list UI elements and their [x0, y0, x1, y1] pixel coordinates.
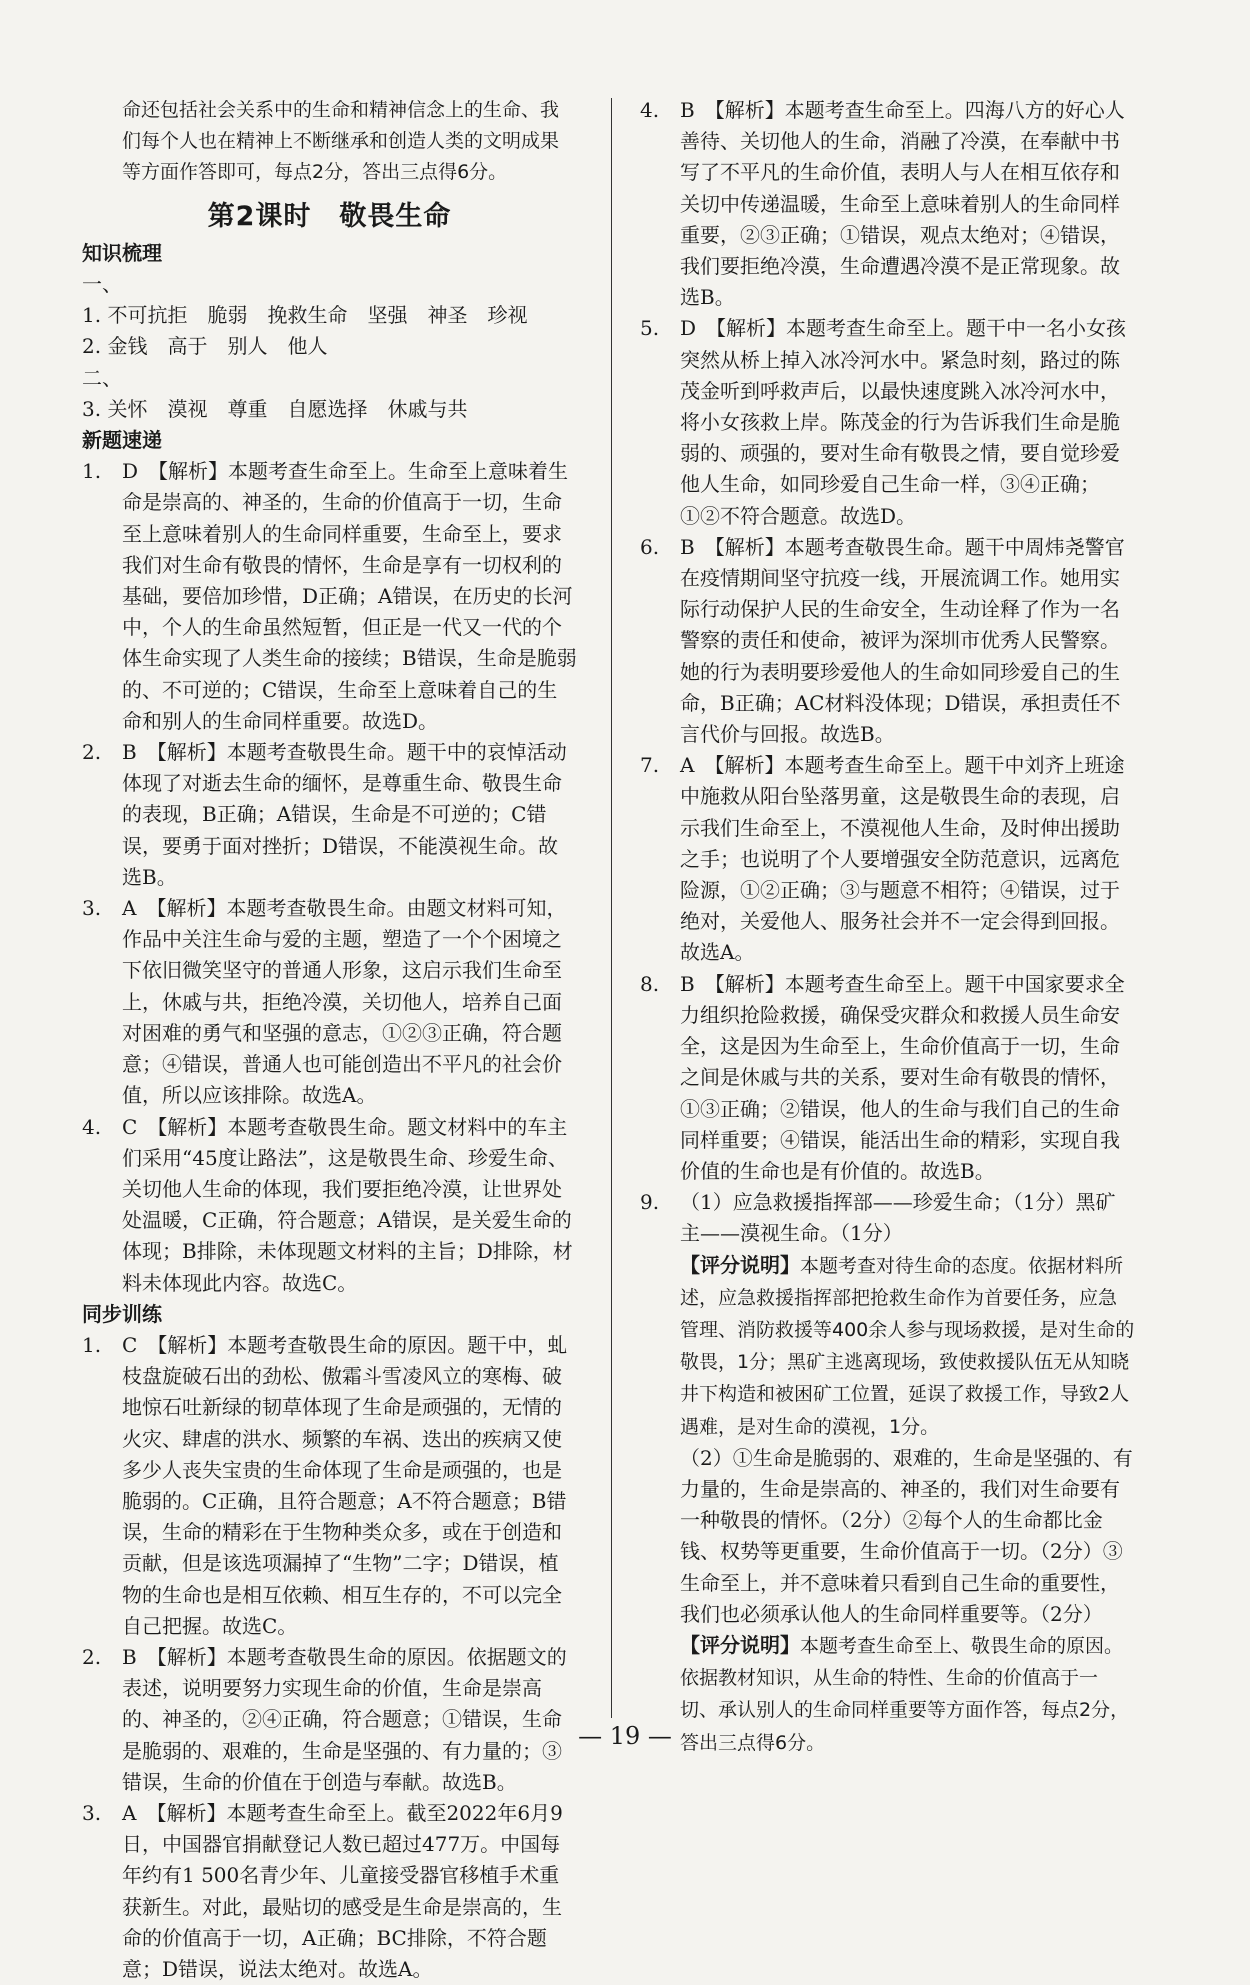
item-number: 9.	[640, 1190, 660, 1215]
knowledge-part-1: 一、	[82, 272, 122, 297]
left-column	[82, 95, 577, 1985]
section-heading-tongbu: 同步训练	[82, 1301, 162, 1326]
knowledge-line-2: 2. 金钱 高于 别人 他人	[82, 334, 328, 359]
answer-item	[640, 750, 1135, 968]
item-text: C 【解析】本题考查敬畏生命的原因。题干中，虬枝盘旋破石出的劲松、傲霜斗雪凌风立的寒梅、破地惊石吐新绿的韧草体现了生命是顽强的，无情的火灾、肆虐的洪水、频繁的车祸、迭出的疾病又使多少人丧失宝贵的生命体现了生命是顽强的，也是脆弱的。C正确，且符合题意；A不符合题意；B错误，生命的精彩在于生物种类众多，或在于创造和贡献，但是该选项漏掉了“生物”二字；D错误，植物的生命也是相互依赖、相互生存的，不可以完全自己把握。故选C。	[122, 1332, 568, 1638]
answer-item	[82, 1642, 577, 1798]
item-number: 2.	[82, 1644, 102, 1669]
item-text: （1）应急救援指挥部——珍爱生命；（1分）黑矿主——漠视生命。（1分）	[680, 1190, 1116, 1246]
item-number: 3.	[82, 896, 102, 921]
item-number: 7.	[640, 753, 660, 778]
item-text: A 【解析】本题考查敬畏生命。由题文材料可知，作品中关注生命与爱的主题，塑造了一个个困境之下依旧微笑坚守的普通人形象，这启示我们生命至上，休戚与共，拒绝冷漠，关切他人，培养自己面对困难的勇气和坚强的意志，①②③正确，符合题意；④错误，普通人也可能创造出不平凡的社会价值，所以应该排除。故选A。	[122, 896, 567, 1108]
item-text: B 【解析】本题考查敬畏生命。题干中的哀悼活动体现了对逝去生命的缅怀，是尊重生命、敬畏生命的表现，B正确；A错误，生命是不可逆的；C错误，要勇于面对挫折；D错误，不能漠视生命。故选B。	[122, 740, 567, 889]
scoring-note	[640, 1250, 1135, 1443]
scoring-note-tag: 【评分说明】	[680, 1632, 800, 1657]
column-divider	[611, 98, 612, 1718]
answer-item	[82, 893, 577, 1111]
item-text: C 【解析】本题考查敬畏生命。题文材料中的车主们采用“45度让路法”，这是敬畏生命、珍爱生命、关切他人生命的体现，我们要拒绝冷漠，让世界处处温暖，C正确，符合题意；A错误，是关爱生命的体现；B排除，未体现题文材料的主旨；D排除，材料未体现此内容。故选C。	[122, 1114, 573, 1295]
answer-item	[82, 737, 577, 893]
answer-item	[82, 1330, 577, 1642]
right-column	[640, 95, 1135, 1759]
answer-part-2-text: （2）①生命是脆弱的、艰难的，生命是坚强的、有力量的，生命是崇高的、神圣的，我们对生命要有一种敬畏的情怀。（2分）②每个人的生命都比金钱、权势等更重要，生命价值高于一切。（2分）③生命至上，并不意味着只看到自己生命的重要性，我们也必须承认他人的生命同样重要等。（2分）	[680, 1445, 1133, 1626]
item-text: B 【解析】本题考查敬畏生命。题干中周炜尧警官在疫情期间坚守抗疫一线，开展流调工作。她用实际行动保护人民的生命安全，生动诠释了作为一名警察的责任和使命，被评为深圳市优秀人民警察。她的行为表明要珍爱他人的生命如同珍爱自己的生命，B正确；AC材料没体现；D错误，承担责任不言代价与回报。故选B。	[680, 534, 1125, 747]
item-text: A 【解析】本题考查生命至上。题干中刘齐上班途中施救从阳台坠落男童，这是敬畏生命的表现，启示我们生命至上，不漠视他人生命，及时伸出援助之手；也说明了个人要增强安全防范意识，远离危险源，①②正确；③与题意不相符；④错误，过于绝对，关爱他人、服务社会并不一定会得到回报。故选A。	[680, 753, 1125, 965]
item-number: 1.	[82, 459, 102, 484]
answer-item	[640, 313, 1135, 531]
item-number: 4.	[82, 1114, 102, 1139]
answer-item	[640, 532, 1135, 750]
item-number: 2.	[82, 740, 102, 765]
answer-item-9	[640, 1187, 1135, 1249]
intro-paragraph: 命还包括社会关系中的生命和精神信念上的生命、我们每个人也在精神上不断继承和创造人类的文明成果等方面作答即可，每点2分，答出三点得6分。	[122, 99, 560, 184]
section-heading-knowledge: 知识梳理	[82, 240, 162, 265]
item-number: 4.	[640, 98, 660, 122]
item-text: B 【解析】本题考查生命至上。四海八方的好心人善待、关切他人的生命，消融了冷漠，在奉献中书写了不平凡的生命价值，表明人与人在相互依存和关切中传递温暖，生命至上意味着别人的生命同样重要，②③正确；①错误，观点太绝对；④错误，我们要拒绝冷漠，生命遭遇冷漠不是正常现象。故选B。	[680, 98, 1125, 310]
item-text: A 【解析】本题考查生命至上。截至2022年6月9日，中国器官捐献登记人数已超过477万。中国每年约有1 500名青少年、儿童接受器官移植手术重获新生。对此，最贴切的感受是生命是崇高的，生命的价值高于一切，A正确；BC排除，不符合题意；D错误，说法太绝对。故选A。	[122, 1800, 563, 1981]
knowledge-part-2: 二、	[82, 365, 122, 390]
answer-item	[82, 1798, 577, 1985]
answer-item	[82, 1112, 577, 1299]
item-number: 3.	[82, 1800, 102, 1825]
item-number: 1.	[82, 1332, 102, 1357]
page-number: — 19 —	[578, 1722, 672, 1750]
scoring-note-tag: 【评分说明】	[680, 1252, 800, 1277]
item-text: D 【解析】本题考查生命至上。题干中一名小女孩突然从桥上掉入冰冷河水中。紧急时刻，路过的陈茂金听到呼救声后，以最快速度跳入冰冷河水中，将小女孩救上岸。陈茂金的行为告诉我们生命是脆弱的、顽强的，要对生命有敬畏之情，要自觉珍爱他人生命，如同珍爱自己生命一样，③④正确；①②不符合题意。故选D。	[680, 316, 1127, 528]
item-number: 6.	[640, 534, 660, 559]
answer-item	[640, 95, 1135, 313]
answer-item	[82, 456, 577, 737]
item-text: D 【解析】本题考查生命至上。生命至上意味着生命是崇高的、神圣的，生命的价值高于一切，生命至上意味着别人的生命同样重要，生命至上，要求我们对生命有敬畏的情怀，生命是享有一切权利的基础，要倍加珍惜，D正确；A错误，在历史的长河中，个人的生命虽然短暂，但正是一代又一代的个体生命实现了人类生命的接续；B错误，生命是脆弱的、不可逆的；C错误，生命至上意味着自己的生命和别人的生命同样重要。故选D。	[122, 459, 577, 733]
knowledge-line-3: 3. 关怀 漠视 尊重 自愿选择 休戚与共	[82, 396, 468, 421]
item-text: B 【解析】本题考查敬畏生命的原因。依据题文的表述，说明要努力实现生命的价值，生命是崇高的、神圣的，②④正确，符合题意；①错误，生命是脆弱的、艰难的，生命是坚强的、有力量的；③错误，生命的价值在于创造与奉献。故选B。	[122, 1644, 567, 1794]
item-text: B 【解析】本题考查生命至上。题干中国家要求全力组织抢险救援，确保受灾群众和救援人员生命安全，这是因为生命至上，生命价值高于一切，生命之间是休戚与共的关系，要对生命有敬畏的情怀，①③正确；②错误，他人的生命与我们自己的生命同样重要；④错误，能活出生命的精彩，实现自我价值的生命也是有价值的。故选B。	[680, 971, 1125, 1183]
answer-part-2	[640, 1443, 1135, 1630]
item-number: 8.	[640, 971, 660, 996]
answer-item	[640, 969, 1135, 1187]
scoring-note-text: 本题考查生命至上、敬畏生命的原因。依据教材知识，从生命的特性、生命的价值高于一切、承认别人的生命同样重要等方面作答，每点2分，答出三点得6分。	[680, 1634, 1130, 1754]
lesson-title: 第2课时 敬畏生命	[207, 200, 452, 232]
knowledge-line-1: 1. 不可抗拒 脆弱 挽救生命 坚强 神圣 珍视	[82, 303, 528, 328]
item-number: 5.	[640, 316, 660, 341]
section-heading-xinti: 新题速递	[82, 428, 162, 453]
scoring-note-text: 本题考查对待生命的态度。依据材料所述，应急救援指挥部把抢救生命作为首要任务，应急管理、消防救援等400余人参与现场救援，是对生命的敬畏，1分；黑矿主逃离现场，致使救援队伍无从知晓井下构造和被困矿工位置，延误了救援工作，导致2人遇难，是对生命的漠视，1分。	[680, 1254, 1135, 1438]
